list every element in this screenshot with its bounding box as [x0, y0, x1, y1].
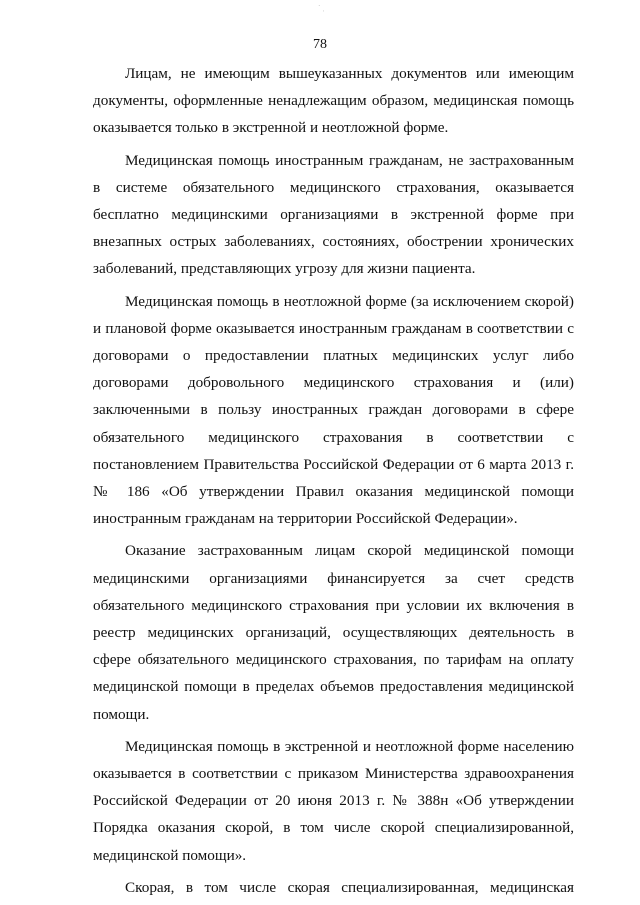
body-text	[93, 60, 574, 901]
paragraph-documents: Лицам, не имеющим вышеуказанных документов или имеющим документы, оформленные ненадлежащим образом, медицинская помощь оказывается только в экстренной и неотложной форме.	[93, 65, 574, 137]
page-number: 78	[313, 37, 327, 52]
scan-artifact: ˙ ˌ	[318, 4, 325, 12]
paragraph-uninsured-foreigners: Медицинская помощь иностранным гражданам, не застрахованным в системе обязательного медицинского страхования, оказывается бесплатно медицинскими организациями в экстренной форме при внезапных острых заболеваниях, состояниях, обострении хронических заболеваний, представляющих угрозу для жизни пациента.	[93, 151, 574, 278]
paragraph-ambulance-financing: Оказание застрахованным лицам скорой медицинской помощи медицинскими организациями финансируется за счет средств обязательного медицинского страхования при условии их включения в реестр медицинских организаций, осуществляющих деятельность в сфере обязательного медицинского страхования, по тарифам на оплату медицинской помощи в пределах объемов предоставления медицинской помощи.	[93, 542, 574, 723]
paragraph-planned-care-foreigners: Медицинская помощь в неотложной форме (за исключением скорой) и плановой форме оказывается иностранным гражданам в соответствии с договорами о предоставлении платных медицинских услуг либо договорами добровольного медицинского страхования и (или) заключенными в пользу иностранных граждан договорами в сфере обязательного медицинского страхования в соответствии с постановлением Правительства Российской Федерации от 6 марта 2013 г. № 186 «Об утверждении Правил оказания медицинской помощи иностранным гражданам на территории Российской Федерации».	[93, 292, 574, 528]
paragraph-ambulance-continued: Скорая, в том числе скорая специализированная, медицинская	[125, 878, 574, 896]
paragraph-emergency-order: Медицинская помощь в экстренной и неотложной форме населению оказывается в соответствии с приказом Министерства здравоохранения Российской Федерации от 20 июня 2013 г. № 388н «Об утверждении Порядка оказания скорой, в том числе скорой специализированной, медицинской помощи».	[93, 737, 574, 864]
